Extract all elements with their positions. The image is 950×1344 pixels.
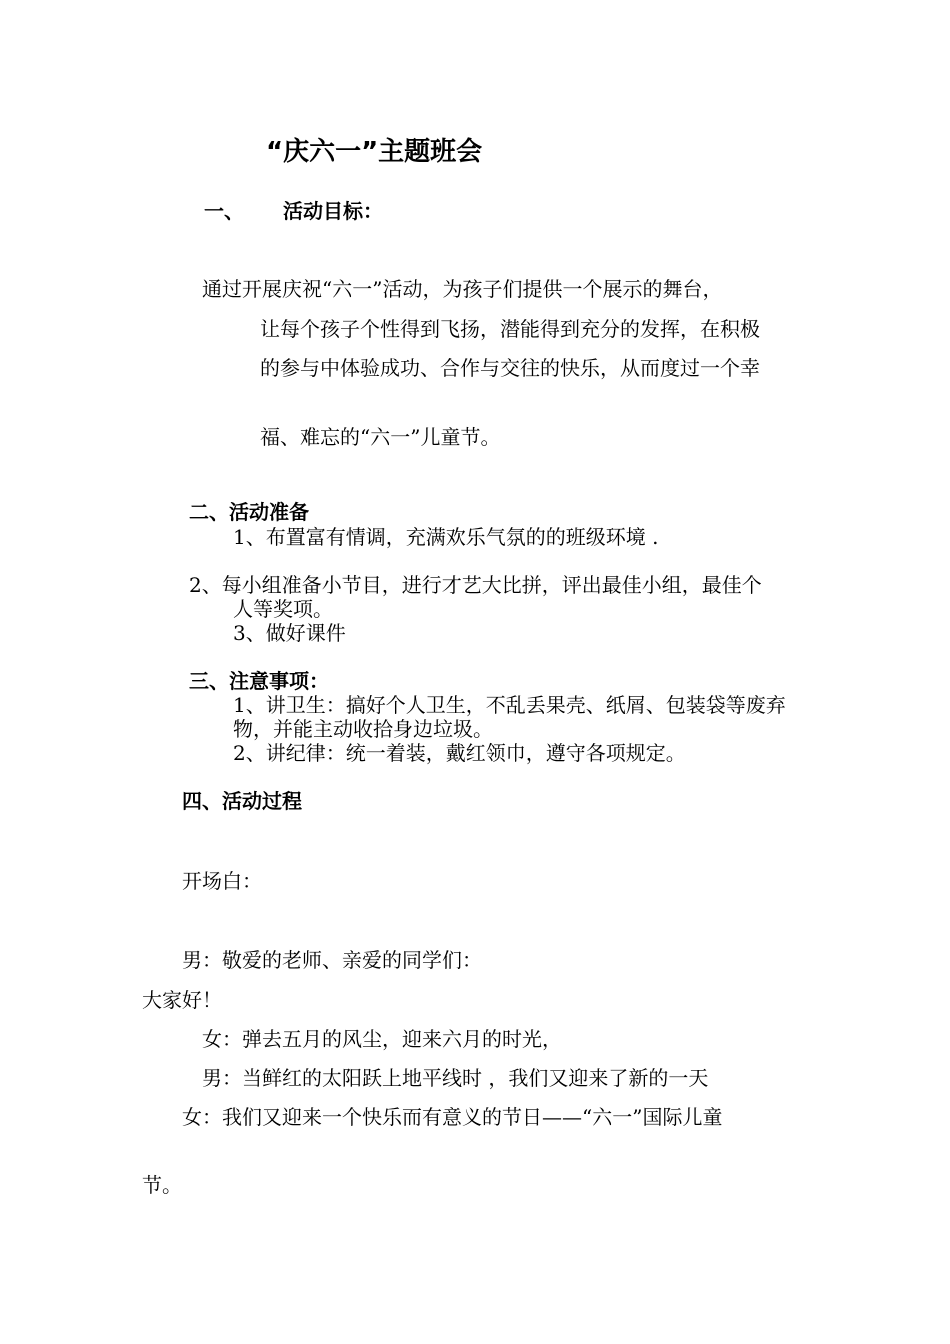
script-line-male-2: 男：当鲜红的太阳跃上地平线时 ，我们又迎来了新的一天: [202, 1066, 709, 1090]
script-line-greeting: 大家好！: [142, 988, 222, 1012]
section-2-item-2-cont: 人等奖项。: [233, 597, 333, 621]
section-1-heading: 活动目标：: [283, 199, 383, 223]
script-line-female-2: 女：我们又迎来一个快乐而有意义的节日——“六一”国际儿童: [182, 1105, 723, 1129]
section-2-heading: 二、活动准备: [189, 500, 309, 524]
section-1-paragraph-line-1: 通过开展庆祝“六一”活动，为孩子们提供一个展示的舞台，: [202, 277, 723, 301]
section-1-number: 一、: [204, 199, 244, 223]
script-line-female-1: 女：弹去五月的风尘，迎来六月的时光，: [202, 1027, 562, 1051]
script-line-female-2-cont: 节。: [142, 1173, 182, 1197]
section-2-item-2: 2、每小组准备小节目，进行才艺大比拼，评出最佳小组，最佳个: [189, 573, 762, 597]
section-1-paragraph-line-2: 让每个孩子个性得到飞扬，潜能得到充分的发挥，在积极: [260, 317, 760, 341]
section-1-paragraph-line-4: 福、难忘的“六一”儿童节。: [260, 425, 501, 449]
section-4-heading: 四、活动过程: [182, 789, 302, 813]
script-line-male-1: 男：敬爱的老师、亲爱的同学们：: [182, 948, 482, 972]
section-2-item-3: 3、做好课件: [233, 621, 346, 645]
section-1-paragraph-line-3: 的参与中体验成功、合作与交往的快乐，从而度过一个幸: [260, 356, 760, 380]
script-line-opening: 开场白：: [182, 869, 262, 893]
section-3-item-2: 2、讲纪律：统一着装，戴红领巾，遵守各项规定。: [233, 741, 686, 765]
section-3-item-1-cont: 物，并能主动收拾身边垃圾。: [233, 717, 493, 741]
section-3-item-1: 1、讲卫生：搞好个人卫生，不乱丢果壳、纸屑、包装袋等废弃: [233, 693, 786, 717]
document-title: “庆六一”主题班会: [266, 137, 483, 167]
section-2-item-1: 1、布置富有情调，充满欢乐气氛的的班级环境 .: [233, 525, 659, 549]
section-3-heading: 三、注意事项：: [189, 669, 329, 693]
